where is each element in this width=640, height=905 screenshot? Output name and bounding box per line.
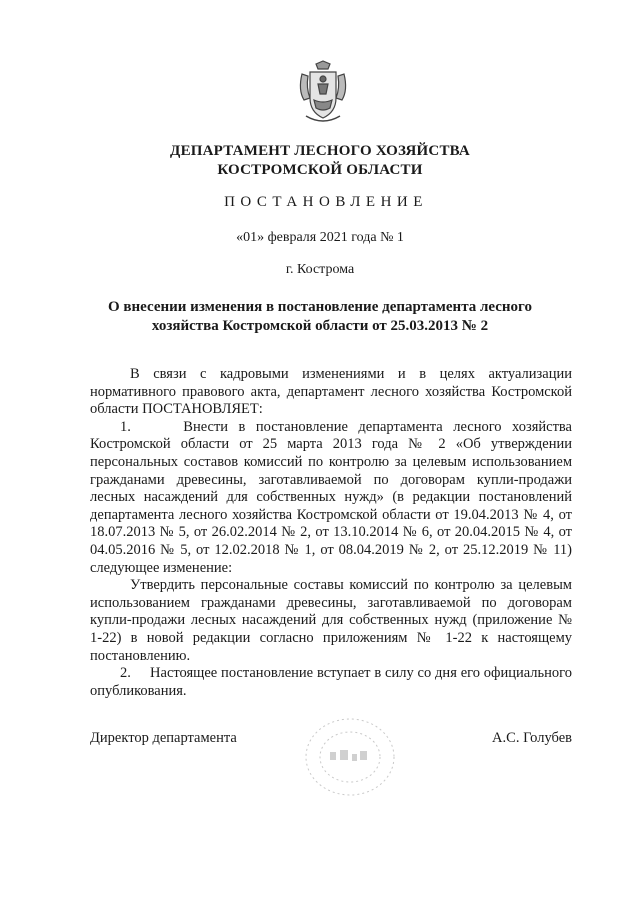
document-city: г. Кострома [285, 262, 355, 277]
item-2-paragraph: 2. Настоящее постановление вступает в силу со дня его официального опубликования. [90, 665, 572, 699]
document-title: О внесении изменения в постановление департамента лесного хозяйства Костромской области от 25.03.2013 № 2 [108, 299, 532, 334]
stamp-mark [300, 712, 400, 802]
department-heading [0, 142, 640, 180]
item-1-change-paragraph: Утвердить персональные составы комиссий по контролю за целевым использованием гражданами древесины, заготавливаемой по договорам купли-продажи лесных насаждений для собственных нужд (приложение № 1-22) в новой редакции согласно приложениям № 1-22 к настоящему постановлению. [90, 577, 572, 664]
document-type: ПОСТАНОВЛЕНИЕ [224, 194, 428, 210]
document-date-number: «01» февраля 2021 года № 1 [236, 230, 404, 245]
document-body [90, 366, 572, 700]
coat-of-arms-icon [296, 60, 350, 126]
department-line-1: ДЕПАРТАМЕНТ ЛЕСНОГО ХОЗЯЙСТВА [170, 143, 470, 159]
department-line-2: КОСТРОМСКОЙ ОБЛАСТИ [217, 162, 423, 178]
signer-name: А.С. Голубев [492, 730, 572, 746]
signer-position: Директор департамента [90, 730, 237, 746]
item-1-paragraph: 1. Внести в постановление департамента лесного хозяйства Костромской области от 25 марта 2013 года № 2 «Об утверждении персональных составов комиссий по контролю за целевым использованием гражданами древесины, заготавливаемой по договорам купли-продажи лесных насаждений для собственных нужд» (в редакции постановлений департамента лесного хозяйства Костромской области от 19.04.2013 № 4, от 18.07.2013 № 5, от 26.02.2014 № 2, от 13.10.2014 № 6, от 20.04.2015 № 4, от 04.05.2016 № 5, от 12.02.2018 № 1, от 08.04.2019 № 2, от 25.12.2019 № 11) следующее изменение: [90, 418, 572, 576]
preamble-paragraph: В связи с кадровыми изменениями и в целях актуализации нормативного правового акта, департамент лесного хозяйства Костромской области ПОСТАНОВЛЯЕТ: [90, 366, 572, 418]
